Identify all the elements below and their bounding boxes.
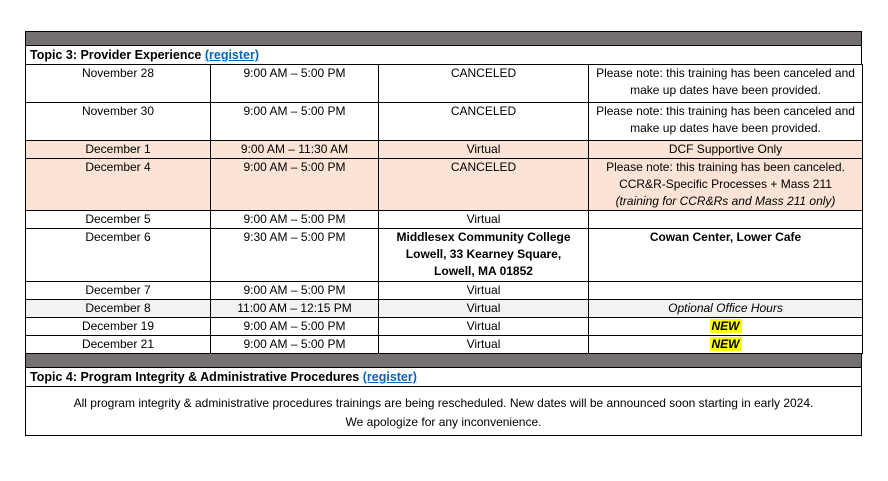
cell-text: December 21 (81, 337, 155, 351)
location-cell (379, 300, 589, 318)
schedule-row (26, 300, 863, 318)
time-cell (211, 336, 379, 354)
schedule-row (26, 159, 863, 211)
topic3-register-link[interactable]: (register) (204, 48, 260, 62)
cell-text: December 7 (85, 283, 151, 297)
schedule-row (26, 318, 863, 336)
cell-text: 9:00 AM – 5:00 PM (243, 212, 346, 226)
notes-cell (589, 65, 863, 103)
date-cell (26, 65, 211, 103)
cell-text: November 30 (81, 104, 155, 118)
date-cell (26, 211, 211, 229)
schedule-row (26, 282, 863, 300)
cell-text: (training for CCR&Rs and Mass 211 only) (615, 194, 836, 208)
cell-text: December 6 (85, 230, 151, 244)
location-cell (379, 318, 589, 336)
cell-text: Virtual (466, 142, 501, 156)
new-badge: NEW (711, 319, 740, 333)
cell-text: Virtual (466, 319, 501, 333)
cell-text: Lowell, MA 01852 (434, 264, 533, 278)
cell-text: Virtual (466, 301, 501, 315)
cell-text: 9:00 AM – 5:00 PM (243, 160, 346, 174)
location-cell (379, 282, 589, 300)
cell-text: Virtual (466, 337, 501, 351)
divider-bar-top (25, 31, 862, 46)
schedule-row (26, 229, 863, 282)
date-cell (26, 141, 211, 159)
location-cell (379, 65, 589, 103)
time-cell (211, 229, 379, 282)
cell-text: Middlesex Community College (396, 230, 571, 244)
cell-text: 9:00 AM – 5:00 PM (243, 319, 346, 333)
cell-text: 9:00 AM – 5:00 PM (243, 66, 346, 80)
cell-text: December 5 (85, 212, 151, 226)
topic3-schedule-table (25, 64, 863, 354)
date-cell (26, 229, 211, 282)
schedule-row (26, 211, 863, 229)
schedule-row (26, 103, 863, 141)
notes-cell (589, 211, 863, 229)
time-cell (211, 211, 379, 229)
schedule-row (26, 336, 863, 354)
cell-text: 9:00 AM – 5:00 PM (243, 104, 346, 118)
time-cell (211, 300, 379, 318)
notes-cell (589, 336, 863, 354)
notice-line: All program integrity & administrative procedures trainings are being rescheduled. New dates will be announced soon starting in early 2024. (73, 396, 814, 410)
cell-text: December 8 (85, 301, 151, 315)
cell-text: Cowan Center, Lower Cafe (649, 230, 802, 244)
time-cell (211, 159, 379, 211)
notes-cell (589, 159, 863, 211)
date-cell (26, 282, 211, 300)
time-cell (211, 65, 379, 103)
cell-text: Please note: this training has been canceled. (606, 160, 845, 174)
notice-line: We apologize for any inconvenience. (345, 415, 542, 429)
cell-text: CANCELED (450, 160, 517, 174)
topic4-header (25, 367, 862, 387)
cell-text: Lowell, 33 Kearney Square, (405, 247, 562, 261)
schedule-row (26, 65, 863, 103)
new-badge: NEW (711, 337, 740, 351)
cell-text: November 28 (81, 66, 155, 80)
cell-text: December 19 (81, 319, 155, 333)
cell-text: December 1 (85, 142, 151, 156)
location-cell (379, 159, 589, 211)
cell-text: 9:30 AM – 5:00 PM (243, 230, 346, 244)
date-cell (26, 159, 211, 211)
cell-text: CANCELED (450, 104, 517, 118)
time-cell (211, 282, 379, 300)
cell-text: Virtual (466, 212, 501, 226)
cell-text: Optional Office Hours (668, 301, 783, 315)
notes-cell (589, 229, 863, 282)
notes-cell (589, 318, 863, 336)
cell-text: Please note: this training has been canceled and make up dates have been provided. (596, 66, 855, 97)
cell-text: Virtual (466, 283, 501, 297)
cell-text: December 4 (85, 160, 151, 174)
schedule-row (26, 141, 863, 159)
notes-cell (589, 141, 863, 159)
location-cell (379, 336, 589, 354)
location-cell (379, 229, 589, 282)
time-cell (211, 318, 379, 336)
date-cell (26, 103, 211, 141)
cell-text: 9:00 AM – 5:00 PM (243, 337, 346, 351)
location-cell (379, 141, 589, 159)
notes-cell (589, 300, 863, 318)
cell-text: 9:00 AM – 11:30 AM (240, 142, 349, 156)
location-cell (379, 103, 589, 141)
cell-text: CANCELED (450, 66, 517, 80)
cell-text: Please note: this training has been canceled and make up dates have been provided. (596, 104, 855, 135)
date-cell (26, 318, 211, 336)
date-cell (26, 300, 211, 318)
notes-cell (589, 282, 863, 300)
cell-text: 11:00 AM – 12:15 PM (237, 301, 352, 315)
date-cell (26, 336, 211, 354)
cell-text: DCF Supportive Only (668, 142, 783, 156)
cell-text: CCR&R-Specific Processes + Mass 211 (619, 177, 832, 191)
topic4-notice (25, 386, 862, 436)
location-cell (379, 211, 589, 229)
time-cell (211, 103, 379, 141)
notes-cell (589, 103, 863, 141)
time-cell (211, 141, 379, 159)
cell-text: 9:00 AM – 5:00 PM (243, 283, 346, 297)
divider-bar-bottom (25, 353, 862, 368)
topic4-title: Topic 4: Program Integrity & Administrative Procedures (30, 370, 360, 384)
topic3-header (25, 45, 862, 65)
topic3-schedule-body (26, 65, 863, 354)
topic3-title: Topic 3: Provider Experience (30, 48, 202, 62)
topic4-register-link[interactable]: (register) (362, 370, 417, 384)
